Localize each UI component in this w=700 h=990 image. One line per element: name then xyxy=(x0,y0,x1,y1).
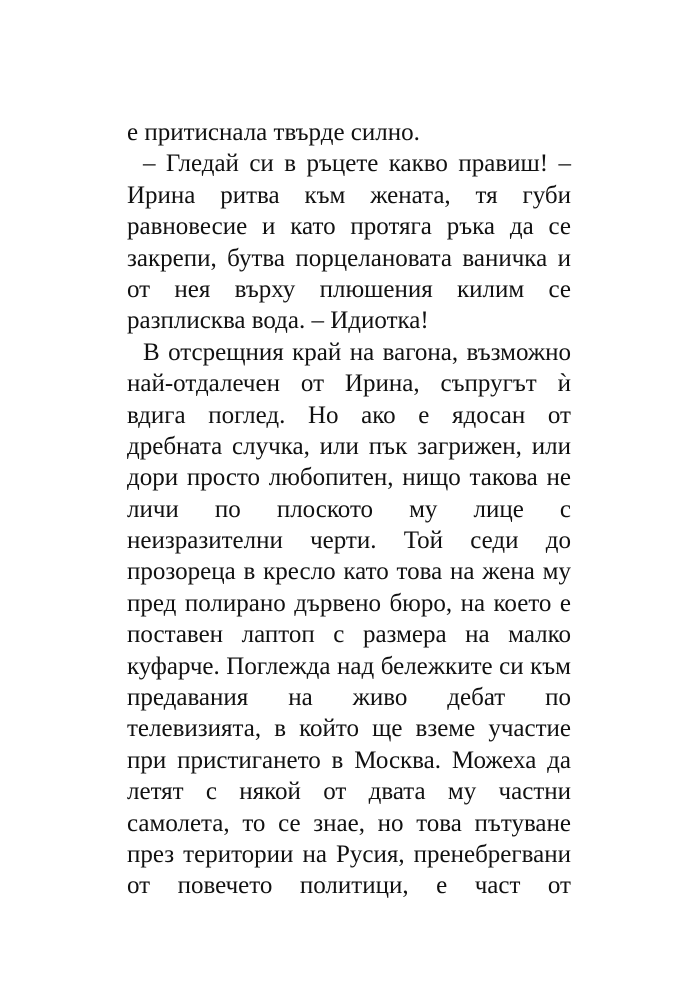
text-line: телевизията, в който ще вземе участие xyxy=(127,715,571,743)
body-text xyxy=(127,117,571,902)
text-line: самолета, то се знае, но това пътуване xyxy=(127,809,571,837)
text-line: предавания на живо дебат по xyxy=(127,684,571,712)
text-line: дори просто любопитен, нищо такова не xyxy=(127,464,571,492)
text-line: от нея върху плюшения килим се xyxy=(127,275,571,303)
text-line: закрепи, бутва порцелановата ваничка и xyxy=(127,244,571,272)
text-line: от повечето политици, е част от xyxy=(127,872,571,900)
text-line: през територии на Русия, пренебрегвани xyxy=(127,840,571,868)
text-line: прозореца в кресло като това на жена му xyxy=(127,558,571,586)
text-line: при пристигането в Москва. Можеха да xyxy=(127,746,571,774)
text-line: най-отдалечен от Ирина, съпругът ѝ xyxy=(127,370,571,398)
text-line: пред полирано дървено бюро, на което е xyxy=(127,589,571,617)
text-line: вдига поглед. Но ако е ядосан от xyxy=(127,401,571,429)
text-line: Ирина ритва към жената, тя губи xyxy=(127,181,571,209)
text-line: равновесие и като протяга ръка да се xyxy=(127,213,571,241)
text-line: куфарче. Поглежда над бележките си към xyxy=(127,652,571,680)
text-line: разплисква вода. – Идиотка! xyxy=(127,307,429,335)
text-line: летят с някой от двата му частни xyxy=(127,778,571,806)
text-line: е притиснала твърде силно. xyxy=(127,119,420,146)
text-line: дребната случка, или пък загрижен, или xyxy=(127,432,571,460)
text-line: В отсрещния край на вагона, възможно xyxy=(143,338,571,366)
text-line: личи по плоското му лице с xyxy=(127,495,571,523)
text-line: поставен лаптоп с размера на малко xyxy=(127,621,571,649)
text-line: неизразителни черти. Той седи до xyxy=(127,527,571,555)
text-line: – Гледай си в ръцете какво правиш! – xyxy=(143,150,571,178)
